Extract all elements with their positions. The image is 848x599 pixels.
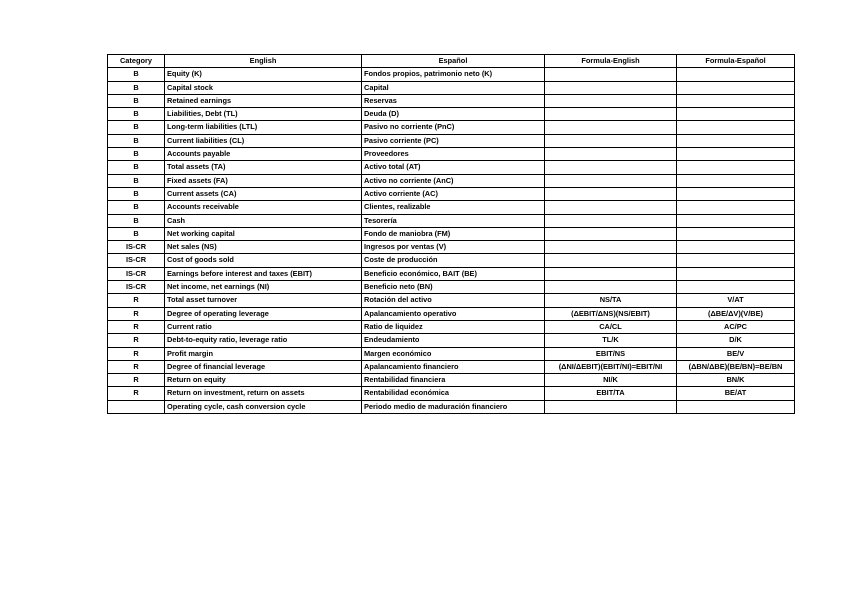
cell-formula-espanol xyxy=(677,227,795,240)
cell-formula-espanol: BN/K xyxy=(677,374,795,387)
table-row xyxy=(108,174,795,187)
cell-formula-english: (ΔEBIT/ΔNS)(NS/EBIT) xyxy=(545,307,677,320)
cell-formula-english: EBIT/NS xyxy=(545,347,677,360)
cell-formula-espanol: (ΔBN/ΔBE)(BE/BN)=BE/BN xyxy=(677,360,795,373)
cell-category: B xyxy=(108,174,165,187)
cell-category: IS-CR xyxy=(108,241,165,254)
cell-espanol: Clientes, realizable xyxy=(362,201,545,214)
cell-formula-english xyxy=(545,94,677,107)
cell-english: Fixed assets (FA) xyxy=(165,174,362,187)
cell-formula-espanol: BE/AT xyxy=(677,387,795,400)
cell-category: B xyxy=(108,187,165,200)
cell-formula-english xyxy=(545,187,677,200)
cell-formula-english xyxy=(545,121,677,134)
cell-espanol: Pasivo corriente (PC) xyxy=(362,134,545,147)
cell-formula-english xyxy=(545,174,677,187)
cell-formula-english xyxy=(545,241,677,254)
table-row xyxy=(108,68,795,81)
cell-espanol: Rentabilidad financiera xyxy=(362,374,545,387)
cell-category: IS-CR xyxy=(108,267,165,280)
cell-formula-english: (ΔNI/ΔEBIT)(EBIT/NI)=EBIT/NI xyxy=(545,360,677,373)
table-row xyxy=(108,161,795,174)
finance-glossary-table xyxy=(107,54,795,414)
table-row xyxy=(108,214,795,227)
cell-formula-english xyxy=(545,267,677,280)
table-row xyxy=(108,400,795,413)
table-body xyxy=(108,68,795,414)
cell-formula-espanol xyxy=(677,161,795,174)
table-row xyxy=(108,241,795,254)
cell-formula-english xyxy=(545,161,677,174)
cell-formula-english xyxy=(545,254,677,267)
cell-category: B xyxy=(108,227,165,240)
cell-formula-espanol: V/AT xyxy=(677,294,795,307)
cell-category: R xyxy=(108,387,165,400)
cell-formula-espanol xyxy=(677,68,795,81)
cell-espanol: Pasivo no corriente (PnC) xyxy=(362,121,545,134)
table-row xyxy=(108,281,795,294)
cell-formula-english xyxy=(545,134,677,147)
cell-espanol: Beneficio económico, BAIT (BE) xyxy=(362,267,545,280)
table-row xyxy=(108,148,795,161)
table-row xyxy=(108,201,795,214)
cell-espanol: Apalancamiento financiero xyxy=(362,360,545,373)
cell-formula-espanol xyxy=(677,81,795,94)
cell-formula-espanol: BE/V xyxy=(677,347,795,360)
cell-category: B xyxy=(108,148,165,161)
table-row xyxy=(108,387,795,400)
table-row xyxy=(108,121,795,134)
cell-formula-espanol xyxy=(677,108,795,121)
cell-english: Net working capital xyxy=(165,227,362,240)
cell-formula-espanol xyxy=(677,121,795,134)
cell-espanol: Activo corriente (AC) xyxy=(362,187,545,200)
cell-formula-espanol: D/K xyxy=(677,334,795,347)
cell-english: Current liabilities (CL) xyxy=(165,134,362,147)
cell-formula-espanol xyxy=(677,94,795,107)
cell-formula-english: NS/TA xyxy=(545,294,677,307)
cell-espanol: Ingresos por ventas (V) xyxy=(362,241,545,254)
cell-formula-english xyxy=(545,281,677,294)
cell-english: Profit margin xyxy=(165,347,362,360)
cell-category: B xyxy=(108,81,165,94)
cell-formula-espanol xyxy=(677,241,795,254)
table-row xyxy=(108,187,795,200)
cell-formula-espanol xyxy=(677,214,795,227)
cell-category: B xyxy=(108,214,165,227)
cell-formula-espanol xyxy=(677,267,795,280)
cell-formula-english xyxy=(545,201,677,214)
table-row xyxy=(108,320,795,333)
cell-formula-english: NI/K xyxy=(545,374,677,387)
cell-espanol: Ratio de liquidez xyxy=(362,320,545,333)
cell-espanol: Fondos propios, patrimonio neto (K) xyxy=(362,68,545,81)
cell-espanol: Coste de producción xyxy=(362,254,545,267)
cell-english: Total asset turnover xyxy=(165,294,362,307)
header-formula-english: Formula-English xyxy=(545,55,677,68)
cell-category: IS-CR xyxy=(108,254,165,267)
cell-category: R xyxy=(108,320,165,333)
cell-espanol: Activo no corriente (AnC) xyxy=(362,174,545,187)
cell-espanol: Fondo de maniobra (FM) xyxy=(362,227,545,240)
cell-english: Earnings before interest and taxes (EBIT) xyxy=(165,267,362,280)
cell-formula-espanol xyxy=(677,134,795,147)
header-english: English xyxy=(165,55,362,68)
cell-espanol: Apalancamiento operativo xyxy=(362,307,545,320)
cell-category: B xyxy=(108,201,165,214)
cell-english: Accounts receivable xyxy=(165,201,362,214)
cell-formula-english xyxy=(545,148,677,161)
cell-espanol: Rentabilidad económica xyxy=(362,387,545,400)
cell-category: R xyxy=(108,360,165,373)
cell-category: R xyxy=(108,307,165,320)
cell-formula-english xyxy=(545,68,677,81)
cell-formula-espanol xyxy=(677,400,795,413)
cell-english: Return on investment, return on assets xyxy=(165,387,362,400)
cell-english: Liabilities, Debt (TL) xyxy=(165,108,362,121)
cell-formula-espanol xyxy=(677,281,795,294)
cell-english: Degree of financial leverage xyxy=(165,360,362,373)
cell-english: Equity (K) xyxy=(165,68,362,81)
cell-formula-espanol: (ΔBE/ΔV)(V/BE) xyxy=(677,307,795,320)
cell-category: B xyxy=(108,108,165,121)
table-row xyxy=(108,134,795,147)
cell-category xyxy=(108,400,165,413)
cell-formula-espanol xyxy=(677,254,795,267)
cell-formula-english xyxy=(545,227,677,240)
table-row xyxy=(108,307,795,320)
cell-formula-english: EBIT/TA xyxy=(545,387,677,400)
glossary-sheet xyxy=(107,54,795,414)
cell-english: Current assets (CA) xyxy=(165,187,362,200)
cell-category: B xyxy=(108,134,165,147)
cell-formula-espanol xyxy=(677,187,795,200)
cell-english: Accounts payable xyxy=(165,148,362,161)
cell-english: Debt-to-equity ratio, leverage ratio xyxy=(165,334,362,347)
header-row xyxy=(108,55,795,68)
cell-formula-english xyxy=(545,81,677,94)
cell-formula-english: TL/K xyxy=(545,334,677,347)
cell-formula-english: CA/CL xyxy=(545,320,677,333)
table-row xyxy=(108,294,795,307)
table-row xyxy=(108,94,795,107)
cell-espanol: Activo total (AT) xyxy=(362,161,545,174)
cell-english: Net income, net earnings (NI) xyxy=(165,281,362,294)
cell-formula-english xyxy=(545,400,677,413)
table-row xyxy=(108,374,795,387)
cell-english: Retained earnings xyxy=(165,94,362,107)
cell-formula-espanol xyxy=(677,174,795,187)
cell-category: R xyxy=(108,334,165,347)
cell-category: R xyxy=(108,294,165,307)
cell-category: B xyxy=(108,121,165,134)
cell-formula-espanol xyxy=(677,148,795,161)
cell-english: Return on equity xyxy=(165,374,362,387)
cell-formula-english xyxy=(545,214,677,227)
cell-espanol: Deuda (D) xyxy=(362,108,545,121)
cell-category: B xyxy=(108,68,165,81)
cell-english: Degree of operating leverage xyxy=(165,307,362,320)
cell-english: Net sales (NS) xyxy=(165,241,362,254)
cell-english: Total assets (TA) xyxy=(165,161,362,174)
cell-category: IS-CR xyxy=(108,281,165,294)
table-row xyxy=(108,347,795,360)
cell-espanol: Beneficio neto (BN) xyxy=(362,281,545,294)
cell-espanol: Periodo medio de maduración financiero xyxy=(362,400,545,413)
table-row xyxy=(108,108,795,121)
cell-espanol: Endeudamiento xyxy=(362,334,545,347)
cell-english: Current ratio xyxy=(165,320,362,333)
header-formula-espanol: Formula-Español xyxy=(677,55,795,68)
header-espanol: Español xyxy=(362,55,545,68)
table-row xyxy=(108,360,795,373)
cell-formula-english xyxy=(545,108,677,121)
cell-english: Cost of goods sold xyxy=(165,254,362,267)
cell-english: Capital stock xyxy=(165,81,362,94)
cell-category: B xyxy=(108,161,165,174)
cell-formula-espanol xyxy=(677,201,795,214)
cell-category: R xyxy=(108,374,165,387)
table-row xyxy=(108,227,795,240)
cell-espanol: Tesorería xyxy=(362,214,545,227)
table-row xyxy=(108,267,795,280)
cell-english: Cash xyxy=(165,214,362,227)
cell-category: R xyxy=(108,347,165,360)
cell-espanol: Proveedores xyxy=(362,148,545,161)
cell-english: Long-term liabilities (LTL) xyxy=(165,121,362,134)
cell-espanol: Capital xyxy=(362,81,545,94)
table-row xyxy=(108,81,795,94)
cell-category: B xyxy=(108,94,165,107)
table-row xyxy=(108,334,795,347)
table-row xyxy=(108,254,795,267)
cell-espanol: Reservas xyxy=(362,94,545,107)
cell-english: Operating cycle, cash conversion cycle xyxy=(165,400,362,413)
cell-espanol: Margen económico xyxy=(362,347,545,360)
header-category: Category xyxy=(108,55,165,68)
cell-formula-espanol: AC/PC xyxy=(677,320,795,333)
cell-espanol: Rotación del activo xyxy=(362,294,545,307)
